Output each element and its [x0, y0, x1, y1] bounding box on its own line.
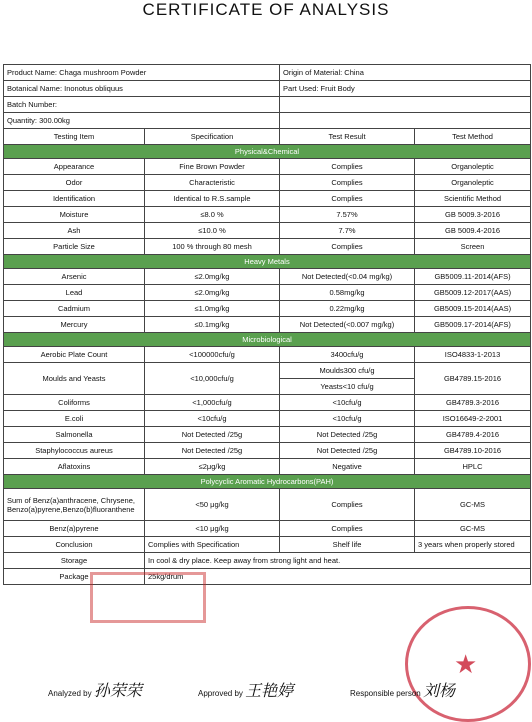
- table-row: [4, 191, 531, 207]
- col-header: Test Result: [280, 129, 415, 145]
- table-cell: ≤0.1mg/kg: [145, 317, 280, 333]
- table-cell: Complies: [280, 489, 415, 521]
- approved-signature: 王艳婷: [245, 681, 294, 700]
- table-cell: Heavy Metals: [4, 255, 531, 269]
- batch-number: Batch Number:: [4, 97, 280, 113]
- analyzed-by: Analyzed by 孙荣荣: [48, 681, 142, 700]
- table-cell: Package: [4, 569, 145, 585]
- table-cell: ≤8.0 %: [145, 207, 280, 223]
- table-cell: Benz(a)pyrene: [4, 521, 145, 537]
- table-cell: Complies with Specification: [145, 537, 280, 553]
- table-cell: <50 μg/kg: [145, 489, 280, 521]
- botanical-name: Botanical Name: Inonotus obliquus: [4, 81, 280, 97]
- table-cell: GB4789.4-2016: [415, 427, 531, 443]
- table-cell: ≤10.0 %: [145, 223, 280, 239]
- table-cell: Moulds and Yeasts: [4, 363, 145, 395]
- coa-table: [3, 64, 531, 585]
- table-cell: GB4789.3-2016: [415, 395, 531, 411]
- table-cell: GC-MS: [415, 489, 531, 521]
- table-cell: Moulds300 cfu/g: [280, 363, 415, 379]
- table-cell: <10,000cfu/g: [145, 363, 280, 395]
- table-cell: Organoleptic: [415, 175, 531, 191]
- table-cell: Not Detected(<0.04 mg/kg): [280, 269, 415, 285]
- table-cell: Salmonella: [4, 427, 145, 443]
- table-cell: Not Detected /25g: [145, 443, 280, 459]
- table-cell: 3400cfu/g: [280, 347, 415, 363]
- table-cell: Identical to R.S.sample: [145, 191, 280, 207]
- analyzed-signature: 孙荣荣: [93, 681, 142, 700]
- table-cell: <10cfu/g: [145, 411, 280, 427]
- table-cell: GB 5009.4-2016: [415, 223, 531, 239]
- table-cell: 7.57%: [280, 207, 415, 223]
- table-cell: Ash: [4, 223, 145, 239]
- table-row: [4, 239, 531, 255]
- table-cell: Lead: [4, 285, 145, 301]
- table-cell: Yeasts<10 cfu/g: [280, 379, 415, 395]
- table-cell: Negative: [280, 459, 415, 475]
- section-microbiological: [4, 333, 531, 347]
- col-header: Specification: [145, 129, 280, 145]
- table-row: [4, 269, 531, 285]
- table-cell: GB5009.15-2014(AAS): [415, 301, 531, 317]
- table-cell: <10cfu/g: [280, 411, 415, 427]
- section-pah: [4, 475, 531, 489]
- table-cell: Complies: [280, 239, 415, 255]
- table-row: [4, 395, 531, 411]
- table-cell: <10 μg/kg: [145, 521, 280, 537]
- table-cell: GB5009.12-2017(AAS): [415, 285, 531, 301]
- table-cell: 3 years when properly stored: [415, 537, 531, 553]
- responsible-signature: 刘杨: [422, 681, 455, 700]
- table-cell: <10cfu/g: [280, 395, 415, 411]
- table-cell: 25kg/drum: [145, 569, 531, 585]
- table-cell: Microbiological: [4, 333, 531, 347]
- table-cell: <100000cfu/g: [145, 347, 280, 363]
- company-seal: ★: [405, 606, 531, 722]
- table-cell: GB5009.11-2014(AFS): [415, 269, 531, 285]
- table-cell: ≤1.0mg/kg: [145, 301, 280, 317]
- col-header: Testing Item: [4, 129, 145, 145]
- responsible-person: Responsible person 刘杨: [350, 681, 455, 700]
- table-cell: ≤2.0mg/kg: [145, 269, 280, 285]
- conclusion-row: [4, 537, 531, 553]
- table-cell: Not Detected /25g: [280, 427, 415, 443]
- table-cell: <1,000cfu/g: [145, 395, 280, 411]
- table-cell: Conclusion: [4, 537, 145, 553]
- table-row: [4, 347, 531, 363]
- table-cell: Identification: [4, 191, 145, 207]
- table-row: [4, 489, 531, 521]
- table-cell: GB4789.15-2016: [415, 363, 531, 395]
- table-row: [4, 159, 531, 175]
- approved-by: Approved by 王艳婷: [198, 681, 294, 700]
- table-cell: Storage: [4, 553, 145, 569]
- page-title: CERTIFICATE OF ANALYSIS: [142, 0, 390, 19]
- table-cell: Staphylococcus aureus: [4, 443, 145, 459]
- table-cell: Scientific Method: [415, 191, 531, 207]
- table-cell: ≤2.0mg/kg: [145, 285, 280, 301]
- part-used: Part Used: Fruit Body: [280, 81, 531, 97]
- table-cell: Complies: [280, 159, 415, 175]
- table-row: [4, 175, 531, 191]
- origin: Origin of Material: China: [280, 65, 531, 81]
- table-cell: Complies: [280, 175, 415, 191]
- table-row: [4, 411, 531, 427]
- table-cell: ≤2μg/kg: [145, 459, 280, 475]
- package-row: [4, 569, 531, 585]
- table-row: [4, 301, 531, 317]
- table-row: [4, 427, 531, 443]
- storage-row: [4, 553, 531, 569]
- col-header: Test Method: [415, 129, 531, 145]
- table-cell: 7.7%: [280, 223, 415, 239]
- table-cell: GB5009.17-2014(AFS): [415, 317, 531, 333]
- table-cell: Odor: [4, 175, 145, 191]
- table-cell: GB4789.10-2016: [415, 443, 531, 459]
- table-cell: Screen: [415, 239, 531, 255]
- table-cell: 100 % through 80 mesh: [145, 239, 280, 255]
- table-cell: ISO4833-1-2013: [415, 347, 531, 363]
- table-cell: Complies: [280, 191, 415, 207]
- table-cell: Polycyclic Aromatic Hydrocarbons(PAH): [4, 475, 531, 489]
- table-cell: Mercury: [4, 317, 145, 333]
- section-physical: Physical&Chemical: [4, 145, 531, 159]
- table-row: [4, 317, 531, 333]
- table-cell: Complies: [280, 521, 415, 537]
- table-cell: Not Detected(<0.007 mg/kg): [280, 317, 415, 333]
- table-cell: Aflatoxins: [4, 459, 145, 475]
- product-name: Product Name: Chaga mushroom Powder: [4, 65, 280, 81]
- table-cell: Fine Brown Powder: [145, 159, 280, 175]
- table-cell: ISO16649-2-2001: [415, 411, 531, 427]
- table-cell: Cadmium: [4, 301, 145, 317]
- table-cell: E.coli: [4, 411, 145, 427]
- table-cell: Coliforms: [4, 395, 145, 411]
- table-row: [4, 443, 531, 459]
- table-cell: HPLC: [415, 459, 531, 475]
- table-row: [4, 363, 531, 379]
- table-cell: Not Detected /25g: [145, 427, 280, 443]
- table-row: [4, 223, 531, 239]
- table-cell: Appearance: [4, 159, 145, 175]
- section-heavy-metals: [4, 255, 531, 269]
- table-cell: GB 5009.3-2016: [415, 207, 531, 223]
- table-cell: Characteristic: [145, 175, 280, 191]
- table-cell: In cool & dry place. Keep away from strong light and heat.: [145, 553, 531, 569]
- table-cell: Arsenic: [4, 269, 145, 285]
- quantity: Quantity: 300.00kg: [4, 113, 280, 129]
- table-row: [4, 459, 531, 475]
- table-cell: 0.58mg/kg: [280, 285, 415, 301]
- table-cell: 0.22mg/kg: [280, 301, 415, 317]
- table-row: [4, 521, 531, 537]
- table-cell: Sum of Benz(a)anthracene, Chrysene, Benzo(a)pyrene,Benzo(b)fluoranthene: [4, 489, 145, 521]
- table-cell: Organoleptic: [415, 159, 531, 175]
- table-cell: Particle Size: [4, 239, 145, 255]
- table-cell: Shelf life: [280, 537, 415, 553]
- table-cell: Not Detected /25g: [280, 443, 415, 459]
- table-cell: Aerobic Plate Count: [4, 347, 145, 363]
- table-row: [4, 207, 531, 223]
- table-cell: GC-MS: [415, 521, 531, 537]
- table-cell: Moisture: [4, 207, 145, 223]
- table-row: [4, 285, 531, 301]
